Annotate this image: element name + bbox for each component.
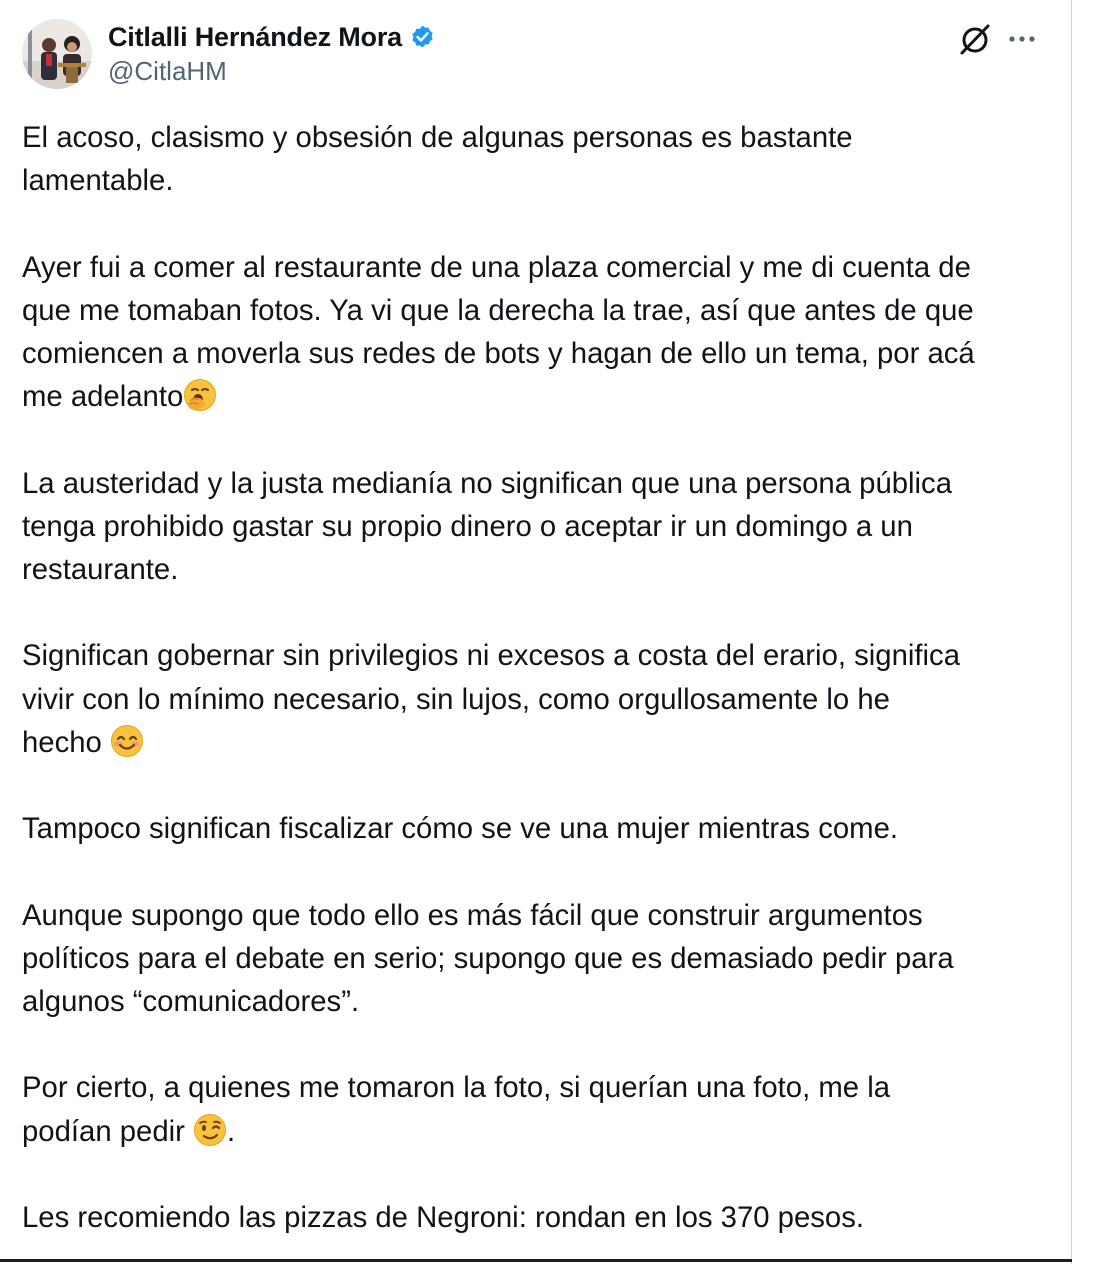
text-line: La austeridad y la justa medianía no significan que una persona pública	[22, 466, 952, 500]
text-line: Les recomiendo las pizzas de Negroni: rondan en los 370 pesos.	[22, 1200, 864, 1234]
paragraph-6	[22, 894, 1052, 1024]
paragraph-4	[22, 634, 1052, 764]
winking-face-emoji-icon	[193, 1113, 227, 1147]
text-line: podían pedir	[22, 1114, 194, 1148]
text-line: El acoso, clasismo y obsesión de algunas personas es bastante	[22, 121, 853, 154]
text-line: vivir con lo mínimo necesario, sin lujos, como orgullosamente lo he	[22, 682, 890, 716]
paragraph-3	[22, 462, 1052, 592]
author-display-name[interactable]: Citlalli Hernández Mora	[108, 21, 402, 52]
text-line: lamentable.	[22, 164, 174, 198]
author-name-row	[108, 20, 436, 54]
divider	[0, 1259, 1072, 1262]
text-line: Tampoco significan fiscalizar cómo se ve una mujer mientras come.	[22, 812, 899, 846]
avatar[interactable]	[22, 19, 92, 89]
text-line: Significan gobernar sin privilegios ni excesos a costa del erario, significa	[22, 639, 960, 673]
paragraph-8	[22, 1196, 1052, 1239]
tweet-text	[22, 116, 1052, 1239]
text-line: políticos para el debate en serio; supongo que es demasiado pedir para	[22, 941, 954, 975]
text-line: hecho	[22, 725, 110, 759]
text-punctuation: .	[227, 1114, 236, 1148]
grok-icon[interactable]	[957, 21, 993, 57]
text-line: comiencen a moverla sus redes de bots y hagan de ello un tema, por acá	[22, 337, 975, 370]
verified-badge-icon[interactable]	[409, 24, 436, 51]
yawning-face-emoji-icon	[183, 378, 217, 412]
paragraph-7	[22, 1066, 1052, 1152]
text-line: tenga prohibido gastar su propio dinero o aceptar ir un domingo a un	[22, 509, 913, 543]
text-line: algunos “comunicadores”.	[22, 984, 360, 1018]
text-line: me adelanto	[22, 380, 184, 414]
text-line: restaurante.	[22, 553, 179, 586]
paragraph-2	[22, 246, 1052, 419]
author-handle[interactable]: @CitlaHM	[108, 56, 227, 86]
text-line: Aunque supongo que todo ello es más fácil que construir argumentos	[22, 898, 923, 932]
text-line: que me tomaban fotos. Ya vi que la derecha la trae, así que antes de que	[22, 293, 974, 327]
tweet-header	[22, 19, 1052, 91]
paragraph-1	[22, 116, 1052, 202]
profile-photo-avatar-icon	[22, 19, 92, 89]
text-line: Ayer fui a comer al restaurante de una plaza comercial y me di cuenta de	[22, 250, 971, 284]
smiling-face-with-smiling-eyes-emoji-icon	[110, 724, 144, 758]
more-options-icon[interactable]	[1004, 23, 1040, 59]
text-line: Por cierto, a quienes me tomaron la foto, si querían una foto, me la	[22, 1071, 890, 1105]
paragraph-5	[22, 807, 1052, 850]
